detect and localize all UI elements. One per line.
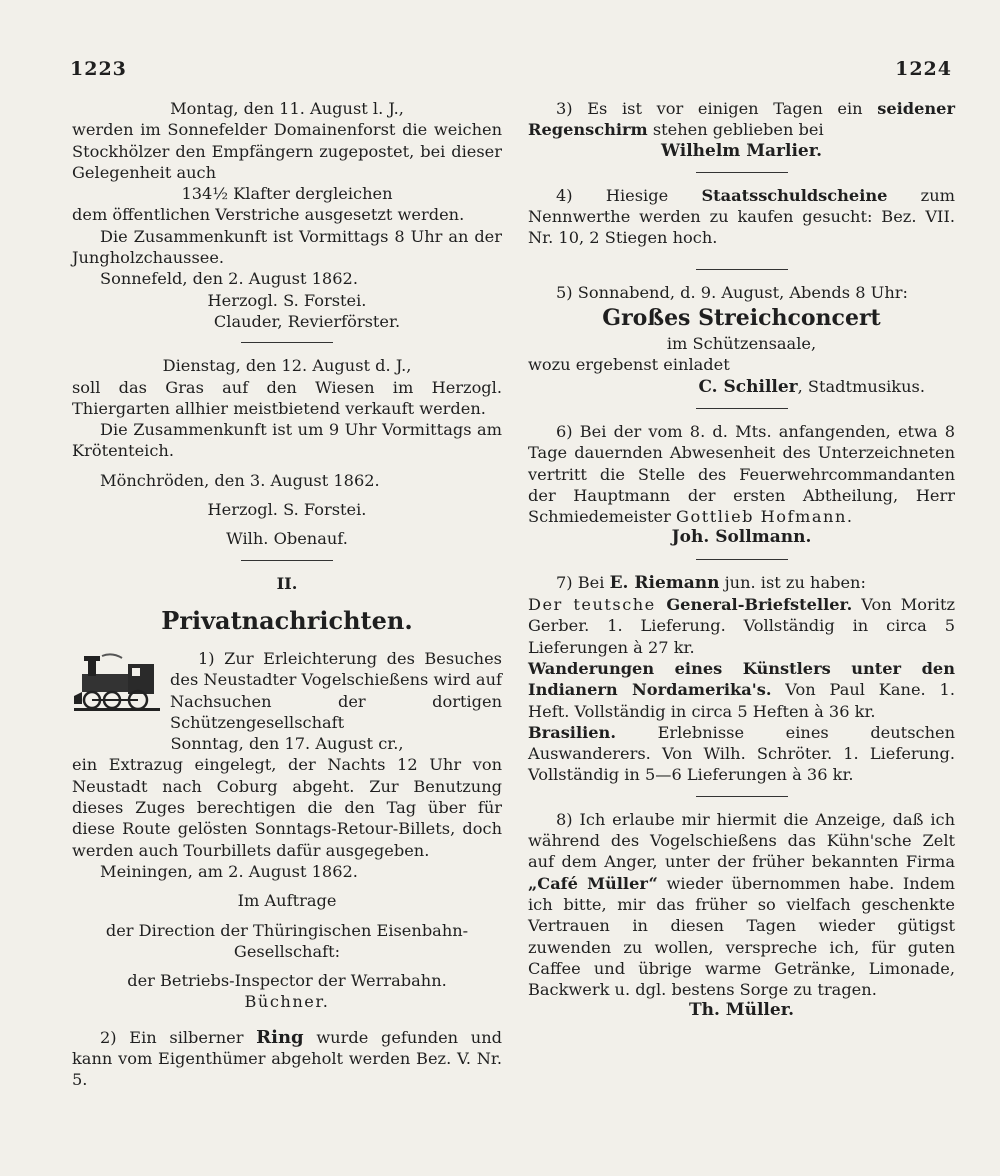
- ad-cafe-text: 8) Ich erlaube mir hiermit die Anzeige, daß ich während des Vogelschießens das Kühn'sche Zelt auf dem Anger, unter der früher bekannten Firma „Café Müller“ wieder übernommen habe. Indem ich bitte, mir das früher so vielfach geschenkte Vertrauen in diesen Tagen wieder gütigst zuwenden zu wollen, verspreche ich, für guten Caffee und übrige warme Getränke, Limonade, Backwerk u. dgl. bestens Sorge zu tragen.: [528, 809, 955, 1000]
- notice-quantity: 134½ Klafter dergleichen: [181, 184, 393, 204]
- ad-concert-signature: C. Schiller, Stadtmusikus.: [698, 376, 925, 397]
- ad-concert-venue: im Schützensaale,: [666, 334, 817, 354]
- ad-found-ring: 2) Ein silberner Ring wurde gefunden und kann vom Eigenthümer abgeholt werden Bez. V. Nr. 5.: [72, 1026, 502, 1090]
- notice-meeting: Die Zusammenkunft ist um 9 Uhr Vormittags am Krötenteich.: [72, 420, 502, 461]
- notice-signature-name: Wilh. Obenauf.: [226, 529, 348, 549]
- section-number: II.: [276, 573, 298, 593]
- notice-signature-office: Herzogl. S. Forstei.: [207, 290, 367, 310]
- divider: [696, 408, 788, 409]
- ad-concert-title: Großes Streichconcert: [602, 305, 881, 332]
- ad-concert-invite: wozu ergebenst einladet: [528, 355, 730, 375]
- divider: [241, 560, 333, 561]
- right-column: [528, 98, 955, 1022]
- ad-concert-date: 5) Sonnabend, d. 9. August, Abends 8 Uhr:: [556, 282, 908, 302]
- notice-forest-sale: [72, 98, 502, 332]
- ad-bookshop-intro: 7) Bei E. Riemann jun. ist zu haben:: [556, 572, 866, 593]
- divider: [241, 342, 333, 343]
- ad-cafe: [528, 809, 955, 1022]
- ad-umbrella-name: Wilhelm Marlier.: [660, 140, 823, 161]
- ad-extra-train: [72, 648, 502, 1013]
- ad-body: ein Extrazug eingelegt, der Nachts 12 Uhr von Neustadt nach Coburg abgeht. Zur Benutzung dieses Zuges berechtigen die den Tag über für diese Route gelösten Sonntags-Retour-Billets, doch werden auch Tourbillets dafür ausgegeben.: [72, 755, 502, 860]
- ad-umbrella-text: 3) Es ist vor einigen Tagen ein seidener Regenschirm stehen geblieben bei: [528, 99, 955, 140]
- notice-date-line: Montag, den 11. August l. J.,: [170, 99, 404, 118]
- divider: [696, 796, 788, 797]
- section-title: Privatnachrichten.: [161, 605, 413, 635]
- ad-fire-brigade-signature: Joh. Sollmann.: [671, 527, 812, 548]
- notice-body-continued: dem öffentlichen Verstriche ausgesetzt werden.: [72, 205, 465, 225]
- ad-book-2: Wanderungen eines Künstlers unter den Indianern Nordamerika's. Von Paul Kane. 1. Heft. Vollständig in circa 5 Heften à 36 kr.: [528, 658, 955, 721]
- divider: [696, 269, 788, 270]
- ad-cafe-signature: Th. Müller.: [688, 1000, 795, 1021]
- notice-body: soll das Gras auf den Wiesen im Herzogl. Thiergarten allhier meistbietend verkauft werden.: [72, 377, 502, 418]
- page-number-left: 1223: [70, 58, 127, 80]
- page-number-right: 1224: [895, 58, 952, 80]
- notice-place-date: Sonnefeld, den 2. August 1862.: [100, 269, 358, 289]
- notice-signature-office: Herzogl. S. Forstei.: [207, 500, 367, 520]
- notice-place-date: Mönchröden, den 3. August 1862.: [100, 470, 380, 490]
- ad-fire-brigade: [528, 421, 955, 549]
- ad-concert: [528, 282, 955, 398]
- notice-body: werden im Sonnefelder Domainenforst die weichen Stockhölzer den Empfängern zugepostet, bei dieser Gelegenheit auch: [72, 120, 502, 182]
- ad-date-line: Sonntag, den 17. August cr.,: [170, 734, 404, 754]
- notice-grass-sale: [72, 355, 502, 549]
- ad-signature-line-2: der Direction der Thüringischen Eisenbahn-Gesellschaft:: [105, 920, 469, 961]
- ad-signature-name: Büchner.: [244, 992, 330, 1012]
- notice-date-line: Dienstag, den 12. August d. J.,: [162, 356, 412, 376]
- divider: [696, 172, 788, 173]
- ad-bookshop: [528, 572, 955, 786]
- ad-book-3: Brasilien. Erlebnisse eines deutschen Auswanderers. Von Wilh. Schröter. 1. Lieferung. Vollständig in 5—6 Lieferungen à 36 kr.: [528, 722, 955, 785]
- ad-book-1: Der teutsche General-Briefsteller. Von Moritz Gerber. 1. Lieferung. Vollständig in circa 5 Lieferungen à 27 kr.: [528, 595, 956, 657]
- divider: [696, 559, 788, 560]
- ad-bonds: 4) Hiesige Staatsschuldscheine zum Nennwerthe werden zu kaufen gesucht: Bez. VII. Nr. 10, 2 Stiegen hoch.: [528, 185, 955, 248]
- left-column: [72, 98, 502, 1091]
- ad-signature-line-1: Im Auftrage: [237, 891, 337, 911]
- ad-fire-brigade-text: 6) Bei der vom 8. d. Mts. anfangenden, etwa 8 Tage dauernden Abwesenheit des Unterzeichneten vertritt die Stelle des Feuerwehrcommandanten der Hauptmann der ersten Abtheilung, Herr Schmiedemeister Gottlieb Hofmann.: [528, 421, 955, 527]
- ad-intro: 1) Zur Erleichterung des Besuches des Neustadter Vogelschießens wird auf Nachsuchen der dortigen Schützengesellschaft: [170, 648, 502, 732]
- locomotive-icon: [72, 652, 162, 714]
- ad-place-date: Meiningen, am 2. August 1862.: [100, 861, 358, 881]
- ad-signature-line-3: der Betriebs-Inspector der Werrabahn.: [127, 971, 447, 991]
- notice-signature-name: Clauder, Revierförster.: [213, 311, 401, 331]
- notice-meeting: Die Zusammenkunft ist Vormittags 8 Uhr an der Jungholzchaussee.: [72, 226, 502, 268]
- ad-umbrella: [528, 98, 955, 162]
